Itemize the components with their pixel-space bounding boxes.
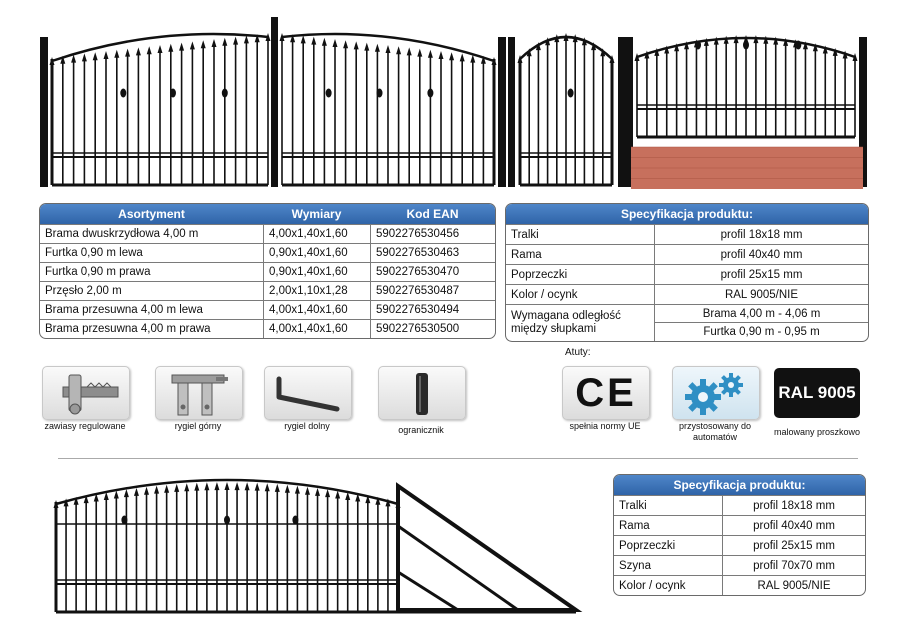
top-bolt-icon xyxy=(155,366,243,420)
table-cell: 2,00x1,10x1,28 xyxy=(263,282,370,300)
column-header-dimensions: Wymiary xyxy=(291,207,342,221)
table-cell: 5902276530470 xyxy=(370,263,495,281)
section-divider xyxy=(58,458,858,459)
spacing-value-gate: Brama 4,00 m - 4,06 m xyxy=(655,305,868,323)
spacing-label-line2: między słupkami xyxy=(511,323,596,335)
table-cell: RAL 9005/NIE xyxy=(654,285,868,304)
accessory-label-top-bolt: rygiel górny xyxy=(174,421,222,431)
table-row xyxy=(506,224,868,244)
table-row xyxy=(40,224,495,243)
table-cell: 4,00x1,40x1,60 xyxy=(263,301,370,319)
product-spec-table-bottom xyxy=(613,474,866,596)
table-row xyxy=(40,319,495,338)
bottom-bolt-icon xyxy=(264,366,352,420)
table-row xyxy=(40,262,495,281)
table-cell: Brama przesuwna 4,00 m prawa xyxy=(45,323,211,335)
table-cell: 5902276530487 xyxy=(370,282,495,300)
table-cell: 5902276530463 xyxy=(370,244,495,262)
accessory-label-stopper: ogranicznik xyxy=(398,425,444,435)
automation-label: przystosowany do automatów xyxy=(678,421,752,442)
table-cell: Poprzeczki xyxy=(511,268,568,281)
table-cell: Przęsło 2,00 m xyxy=(45,285,122,297)
sliding-gate-illustration xyxy=(48,462,583,622)
column-header-ean: Kod EAN xyxy=(406,207,459,221)
table-cell: profil 70x70 mm xyxy=(722,556,865,575)
ce-label: spełnia normy UE xyxy=(569,421,641,431)
table-cell: Tralki xyxy=(619,499,647,512)
spacing-label-line1: Wymagana odległość xyxy=(511,310,621,322)
table-cell: Brama dwuskrzydłowa 4,00 m xyxy=(45,228,199,240)
table-row xyxy=(614,535,865,555)
table-cell: profil 25x15 mm xyxy=(654,265,868,284)
table-cell: 0,90x1,40x1,60 xyxy=(263,244,370,262)
table-cell: Rama xyxy=(511,248,542,261)
table-row xyxy=(506,304,868,341)
table-row xyxy=(40,243,495,262)
table-cell: Rama xyxy=(619,519,650,532)
stopper-icon xyxy=(378,366,466,420)
table-row xyxy=(40,300,495,319)
table-row xyxy=(614,515,865,535)
table-row xyxy=(506,244,868,264)
table-cell: 5902276530500 xyxy=(370,320,495,338)
accessory-label-bottom-bolt: rygiel dolny xyxy=(284,421,330,431)
table-cell: Kolor / ocynk xyxy=(619,579,686,592)
table-cell: profil 40x40 mm xyxy=(654,245,868,264)
table-row xyxy=(614,555,865,575)
table-cell: 5902276530456 xyxy=(370,225,495,243)
table-cell: Furtka 0,90 m lewa xyxy=(45,247,143,259)
table-row xyxy=(40,281,495,300)
wicket-gate-illustration xyxy=(508,15,628,193)
table-row xyxy=(506,264,868,284)
table-cell: 4,00x1,40x1,60 xyxy=(263,225,370,243)
column-header-assortment: Asortyment xyxy=(118,207,185,221)
table-cell: RAL 9005/NIE xyxy=(722,576,865,595)
spec-table-top-title: Specyfikacja produktu: xyxy=(506,204,868,224)
table-cell: Poprzeczki xyxy=(619,539,676,552)
product-spec-table-top xyxy=(505,203,869,342)
table-cell: Szyna xyxy=(619,559,651,572)
ce-mark-text: CE xyxy=(575,371,637,415)
ral-9005-badge: RAL 9005 xyxy=(774,368,860,418)
table-cell: profil 25x15 mm xyxy=(722,536,865,555)
assortment-table-header xyxy=(40,204,495,224)
table-row xyxy=(506,284,868,304)
ce-mark-icon xyxy=(562,366,650,420)
double-gate-illustration xyxy=(38,15,508,193)
spec-table-bottom-title: Specyfikacja produktu: xyxy=(614,475,865,495)
table-cell: Kolor / ocynk xyxy=(511,288,578,301)
table-cell: Furtka 0,90 m prawa xyxy=(45,266,151,278)
table-cell: Brama przesuwna 4,00 m lewa xyxy=(45,304,203,316)
table-row xyxy=(614,575,865,595)
features-title: Atuty: xyxy=(565,347,591,358)
assortment-table xyxy=(39,203,496,339)
table-cell: 0,90x1,40x1,60 xyxy=(263,263,370,281)
table-cell: Tralki xyxy=(511,228,539,241)
hinge-icon xyxy=(42,366,130,420)
table-cell: profil 18x18 mm xyxy=(654,225,868,244)
table-cell: 4,00x1,40x1,60 xyxy=(263,320,370,338)
table-cell: profil 40x40 mm xyxy=(722,516,865,535)
table-row xyxy=(614,495,865,515)
ral-label: malowany proszkowo xyxy=(773,427,861,437)
fence-panel-illustration xyxy=(625,15,870,193)
automation-gears-icon xyxy=(672,366,760,420)
accessory-label-hinges: zawiasy regulowane xyxy=(44,421,126,431)
table-cell: profil 18x18 mm xyxy=(722,496,865,515)
table-cell: 5902276530494 xyxy=(370,301,495,319)
spacing-value-wicket: Furtka 0,90 m - 0,95 m xyxy=(703,326,820,338)
